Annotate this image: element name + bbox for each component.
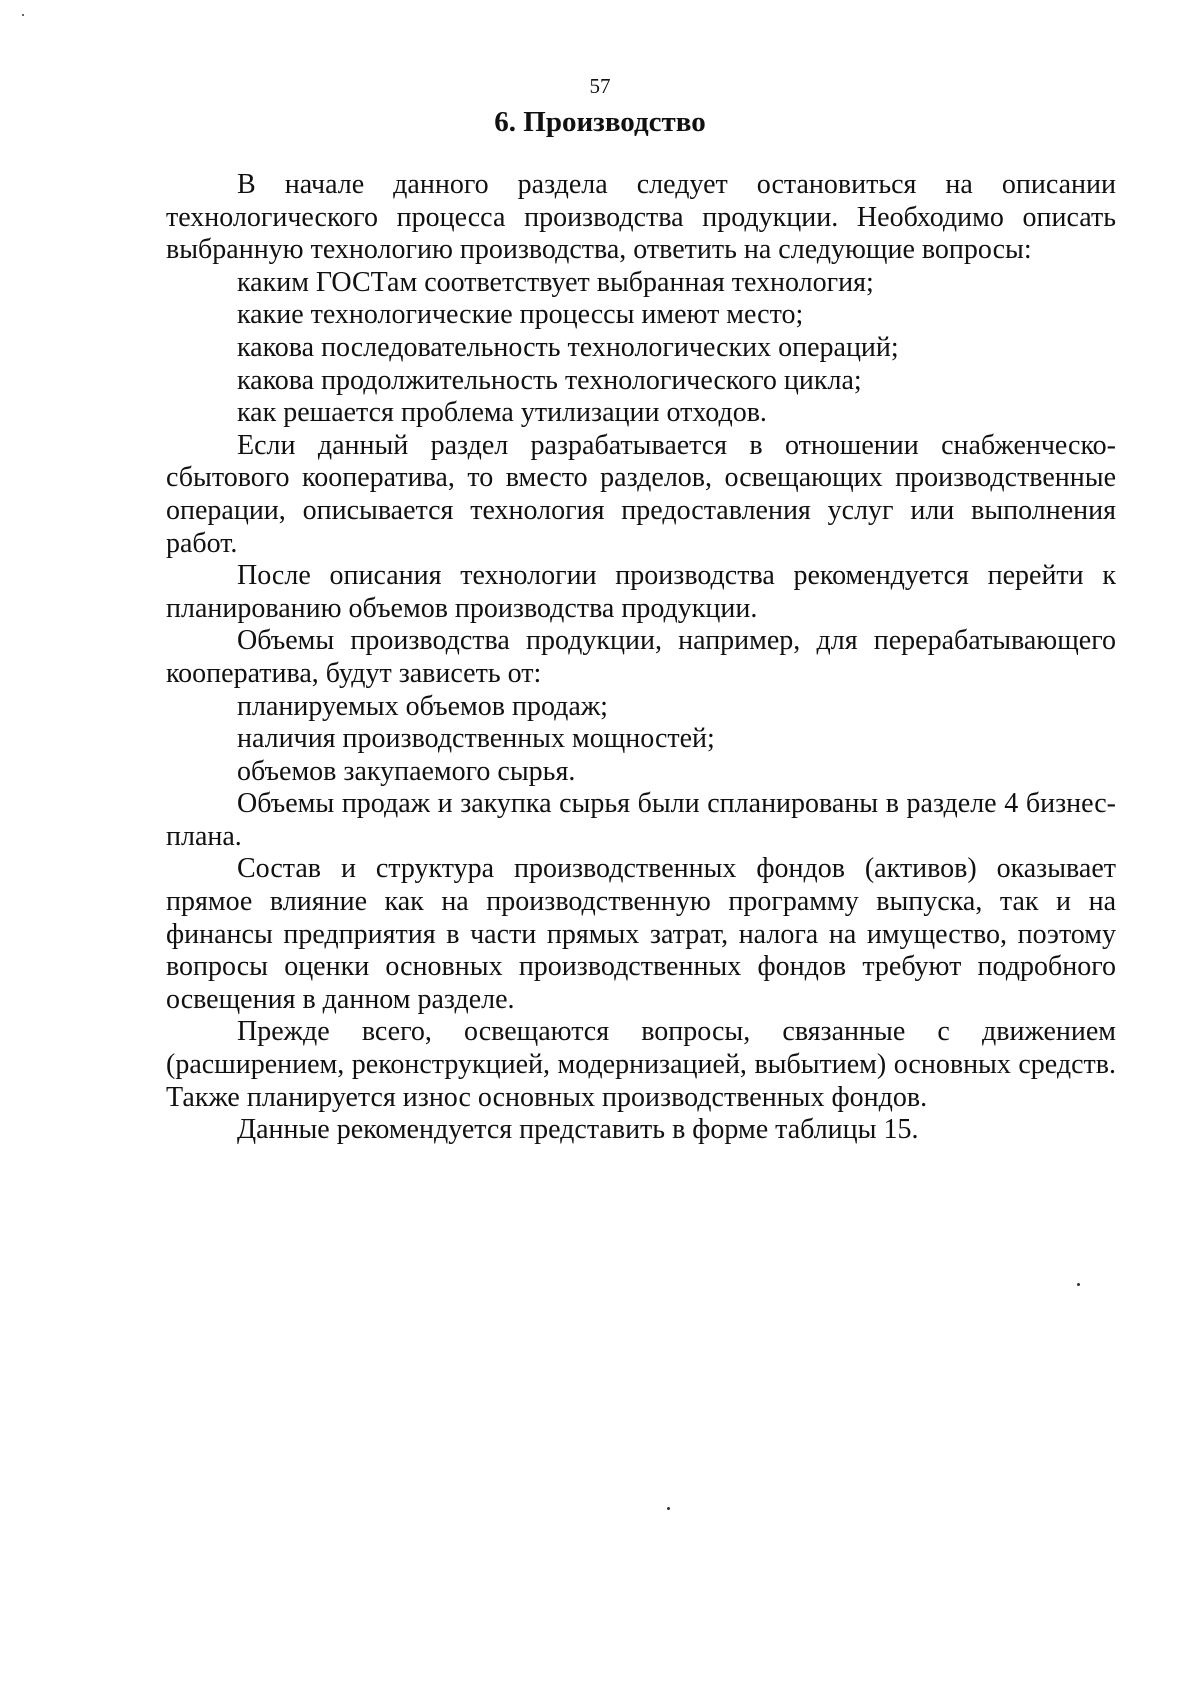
paragraph-sales-reference: Объемы продаж и закупка сырья были спланированы в разделе 4 бизнес-плана.: [166, 788, 1116, 852]
dependency-item: планируемых объемов продаж;: [237, 690, 608, 722]
dependency-item: объемов закупаемого сырья.: [237, 755, 576, 787]
paragraph-planning: После описания технологии производства рекомендуется перейти к планированию объемов производства продукции.: [166, 560, 1116, 624]
paragraph-cooperative: Если данный раздел разрабатывается в отношении снабженческо-сбытового кооператива, то вместо разделов, освещающих производственные операции, описывается технология предоставления услуг или выполнения работ.: [166, 429, 1116, 559]
paragraph-funds: Состав и структура производственных фондов (активов) оказывает прямое влияние как на производственную программу выпуска, так и на финансы предприятия в части прямых затрат, налога на имущество, поэтому вопросы оценки основных производственных фондов требуют подробного освещения в данном разделе.: [166, 853, 1116, 1015]
question-item: какие технологические процессы имеют место;: [237, 299, 804, 331]
section-body: [166, 169, 1116, 1147]
question-item: как решается проблема утилизации отходов.: [237, 397, 767, 429]
paragraph-table-reference: Данные рекомендуется представить в форме таблицы 15.: [237, 1114, 919, 1146]
section-heading: 6. Производство: [494, 106, 706, 138]
page-number: 57: [589, 74, 611, 98]
dependency-item: наличия производственных мощностей;: [237, 723, 715, 755]
question-item: какова продолжительность технологического цикла;: [237, 364, 862, 396]
paragraph-intro: В начале данного раздела следует остановиться на описании технологического процесса производства продукции. Необходимо описать выбранную технологию производства, ответить на следующие вопросы:: [166, 169, 1116, 266]
question-item: какова последовательность технологических операций;: [237, 331, 899, 363]
paragraph-movement: Прежде всего, освещаются вопросы, связанные с движением (расширением, реконструкцией, модернизацией, выбытием) основных средств. Также планируется износ основных производственных фондов.: [166, 1016, 1116, 1113]
scan-speck: [1077, 1283, 1080, 1286]
scan-speck: [667, 1507, 670, 1510]
scan-speck: [22, 14, 24, 16]
question-item: каким ГОСТам соответствует выбранная технология;: [237, 266, 874, 298]
paragraph-volumes: Объемы производства продукции, например, для перерабатывающего кооператива, будут зависеть от:: [166, 625, 1116, 689]
